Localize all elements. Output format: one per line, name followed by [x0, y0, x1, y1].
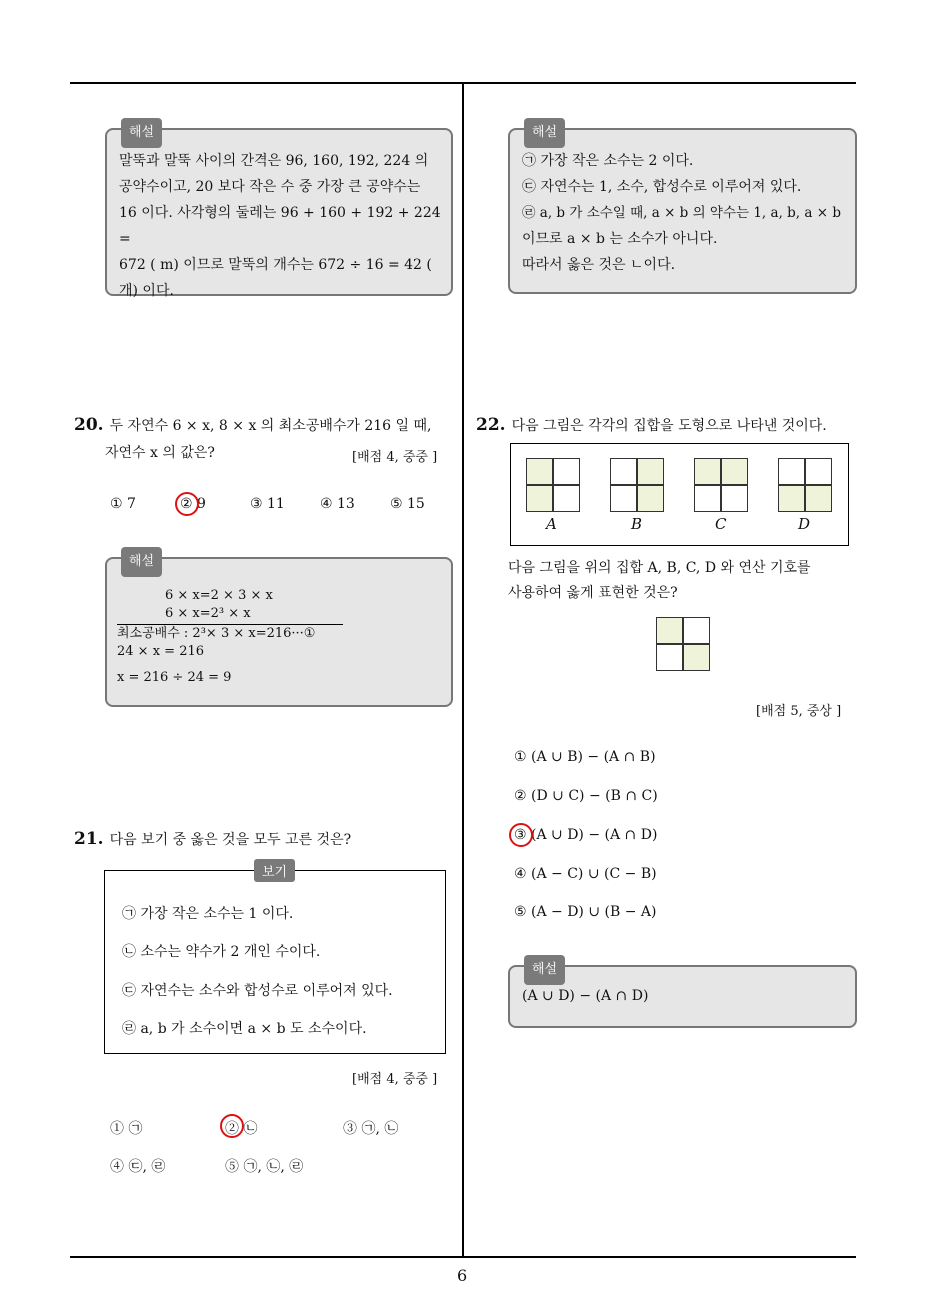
- solution-line: 따라서 옳은 것은 ㄴ이다.: [522, 257, 676, 273]
- bogi-item-3: ㉢ 자연수는 소수와 합성수로 이루어져 있다.: [122, 983, 393, 999]
- grid-label-d: D: [798, 515, 811, 533]
- solution-line: 6 × x=2³ × x: [165, 606, 251, 621]
- solution-line: 최소공배수 : 2³× 3 × x=216···①: [117, 626, 316, 641]
- q21-option-3[interactable]: ③ ㉠, ㉡: [343, 1121, 399, 1137]
- solution-line: 공약수이고, 20 보다 작은 수 중 가장 큰 공약수는: [119, 179, 421, 195]
- grid-cell: [656, 617, 683, 644]
- q20-text-2: 자연수 x 의 값은?: [105, 445, 215, 461]
- solution-line: 6 × x=2 × 3 × x: [165, 588, 273, 603]
- grid-cell: [805, 458, 832, 485]
- q20-option-2[interactable]: ② 9: [180, 496, 206, 512]
- grid-c: [694, 458, 748, 512]
- q22-text-3: 사용하여 옳게 표현한 것은?: [508, 585, 678, 601]
- q21-meta: [배점 4, 중중 ]: [352, 1072, 438, 1087]
- grid-cell: [610, 458, 637, 485]
- q22-text-2: 다음 그림을 위의 집합 A, B, C, D 와 연산 기호를: [508, 560, 811, 576]
- solution-tag: 해설: [121, 118, 162, 148]
- q22-option-5[interactable]: ⑤ (A − D) ∪ (B − A): [514, 904, 657, 920]
- q20-meta: [배점 4, 중중 ]: [352, 450, 438, 465]
- grid-cell: [683, 644, 710, 671]
- q22-option-1[interactable]: ① (A ∪ B) − (A ∩ B): [514, 749, 656, 765]
- grid-cell: [526, 485, 553, 512]
- grid-cell: [721, 485, 748, 512]
- grid-cell: [778, 458, 805, 485]
- q22-text-1: 다음 그림은 각각의 집합을 도형으로 나타낸 것이다.: [511, 418, 827, 434]
- bogi-item-1: ㉠ 가장 작은 소수는 1 이다.: [122, 906, 294, 922]
- q20-solution-box: [105, 554, 453, 707]
- solution-line: 말뚝과 말뚝 사이의 간격은 96, 160, 192, 224 의: [119, 153, 429, 169]
- q21-number: 21.: [74, 829, 104, 849]
- q21-option-5[interactable]: ⑤ ㉠, ㉡, ㉣: [225, 1159, 304, 1175]
- solution-line: ㉠ 가장 작은 소수는 2 이다.: [522, 153, 694, 169]
- q22-option-2[interactable]: ② (D ∪ C) − (B ∩ C): [514, 788, 658, 804]
- column-divider: [462, 82, 464, 1257]
- grid-d: [778, 458, 832, 512]
- q21-option-4[interactable]: ④ ㉢, ㉣: [110, 1159, 166, 1175]
- q20-question: [74, 412, 454, 439]
- solution-line: 개) 이다.: [119, 283, 174, 299]
- q22-number: 22.: [476, 415, 506, 435]
- grid-b: [610, 458, 664, 512]
- solution-tag: 해설: [121, 547, 162, 577]
- grid-cell: [526, 458, 553, 485]
- solution-line: ㉣ a, b 가 소수일 때, a × b 의 약수는 1, a, b, a × b: [522, 205, 841, 221]
- grid-cell: [637, 485, 664, 512]
- q20-option-4[interactable]: ④ 13: [320, 496, 355, 512]
- q22-question: [476, 412, 827, 439]
- grid-label-c: C: [715, 515, 727, 533]
- answer-mark: [220, 1114, 244, 1138]
- grid-cell: [694, 458, 721, 485]
- solution-line: (A ∪ D) − (A ∩ D): [522, 988, 649, 1004]
- q19-solution-box: [105, 125, 453, 299]
- grid-cell: [721, 458, 748, 485]
- grid-cell: [553, 485, 580, 512]
- grid-cell: [683, 617, 710, 644]
- q20-option-3[interactable]: ③ 11: [250, 496, 285, 512]
- solution-line: ㉢ 자연수는 1, 소수, 합성수로 이루어져 있다.: [522, 179, 802, 195]
- grid-cell: [778, 485, 805, 512]
- solution-tag: 해설: [524, 955, 565, 985]
- answer-mark: [175, 492, 199, 516]
- grid-label-b: B: [631, 515, 643, 533]
- grid-cell: [805, 485, 832, 512]
- solution-line: 이므로 a × b 는 소수가 아니다.: [522, 231, 718, 247]
- grid-cell: [637, 458, 664, 485]
- q21-question: [74, 826, 351, 853]
- solution-line: 16 이다. 사각형의 둘레는 96 + 160 + 192 + 224 =: [119, 205, 441, 247]
- q20-option-1[interactable]: ① 7: [110, 496, 136, 512]
- q21-solution-box: [508, 125, 857, 294]
- solution-tag: 해설: [524, 118, 565, 148]
- q21-text: 다음 보기 중 옳은 것을 모두 고른 것은?: [109, 832, 352, 848]
- target-grid: [656, 617, 710, 671]
- q20-option-5[interactable]: ⑤ 15: [390, 496, 425, 512]
- grid-cell: [694, 485, 721, 512]
- grid-cell: [610, 485, 637, 512]
- page-number: 6: [457, 1266, 468, 1285]
- grid-cell: [656, 644, 683, 671]
- q20-text-1: 두 자연수 6 × x, 8 × x 의 최소공배수가 216 일 때,: [109, 418, 432, 434]
- bogi-item-2: ㉡ 소수는 약수가 2 개인 수이다.: [122, 944, 321, 960]
- q22-option-3[interactable]: ③ (A ∪ D) − (A ∩ D): [514, 827, 658, 843]
- grid-cell: [553, 458, 580, 485]
- q20-number: 20.: [74, 415, 104, 435]
- bogi-item-4: ㉣ a, b 가 소수이면 a × b 도 소수이다.: [122, 1021, 367, 1037]
- solution-line: 24 × x = 216: [117, 644, 205, 659]
- q21-option-2[interactable]: ② ㉡: [225, 1121, 258, 1137]
- solution-line: x = 216 ÷ 24 = 9: [117, 670, 232, 685]
- q22-option-4[interactable]: ④ (A − C) ∪ (C − B): [514, 866, 657, 882]
- grid-label-a: A: [546, 515, 557, 533]
- bogi-tag: 보기: [254, 859, 295, 882]
- answer-mark: [509, 823, 533, 847]
- grid-a: [526, 458, 580, 512]
- q22-meta: [배점 5, 중상 ]: [756, 704, 842, 719]
- q22-solution-box: [508, 962, 857, 1028]
- solution-line: 672 ( m) 이므로 말뚝의 개수는 672 ÷ 16 = 42 (: [119, 257, 432, 273]
- q21-option-1[interactable]: ① ㉠: [110, 1121, 143, 1137]
